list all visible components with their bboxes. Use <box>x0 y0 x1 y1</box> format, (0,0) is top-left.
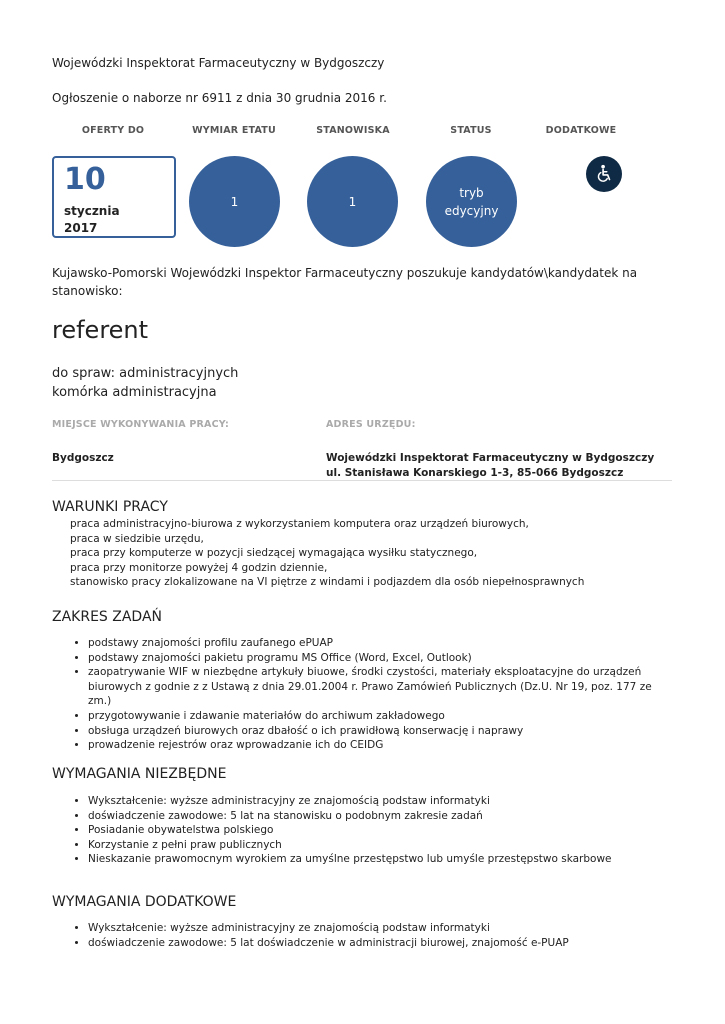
job-size-value: 1 <box>230 194 239 209</box>
conditions-item: praca administracyjno-biurowa z wykorzystaniem komputera oraz urządzeń biurowych, <box>70 518 529 530</box>
label-positions: STANOWISKA <box>316 125 390 136</box>
status-value: tryb edycyjny <box>444 185 499 218</box>
deadline-day: 10 <box>64 162 106 197</box>
workplace-value: Bydgoszcz <box>52 452 114 464</box>
position-unit: komórka administracyjna <box>52 385 217 400</box>
duties-item: • przygotowywanie i zdawanie materiałów do archiwum zakładowego <box>88 709 678 724</box>
deadline-month-year <box>64 203 164 237</box>
additional-item: • doświadczenie zawodowe: 5 lat doświadczenie w administracji biurowej, znajomość e-PUAP <box>88 936 678 951</box>
duties-item: • podstawy znajomości pakietu programu MS Office (Word, Excel, Outlook) <box>88 651 678 666</box>
duties-item: • podstawy znajomości profilu zaufanego ePUAP <box>88 636 678 651</box>
position-department: do spraw: administracyjnych <box>52 366 239 381</box>
conditions-item: praca przy monitorze powyżej 4 godzin dziennie, <box>70 561 328 574</box>
conditions-list <box>70 517 670 590</box>
label-job-size: WYMIAR ETATU <box>192 125 276 136</box>
announcement-title: Ogłoszenie o naborze nr 6911 z dnia 30 grudnia 2016 r. <box>52 91 387 105</box>
section-title-conditions: WARUNKI PRACY <box>52 499 168 515</box>
intro-text: Kujawsko-Pomorski Wojewódzki Inspektor Farmaceutyczny poszukuje kandydatów\kandydatek na stanowisko: <box>52 266 638 298</box>
job-size-circle <box>189 156 280 247</box>
duties-item: • zaopatrywanie WIF w niezbędne artykuły biuowe, środki czystości, materiały eksploatacyjne do urządzeń biurowych z godnie z z Ustawą z dnia 29.01.2004 r. Prawo Zamówień Publicznych (Dz.U. Nr 19, poz. 177 ze zm.) <box>88 665 678 709</box>
label-status: STATUS <box>450 125 492 136</box>
conditions-item: stanowisko pracy zlokalizowane na VI piętrze z windami i podjazdem dla osób niepełnosprawnych <box>70 576 585 589</box>
position-subtitles <box>52 364 238 402</box>
institution-name: Wojewódzki Inspektorat Farmaceutyczny w Bydgoszczy <box>52 56 385 70</box>
workplace-label: MIEJSCE WYKONYWANIA PRACY: <box>52 419 230 430</box>
divider <box>52 480 672 481</box>
wheelchair-icon <box>586 156 622 192</box>
additional-list <box>52 921 678 950</box>
status-circle <box>426 156 517 247</box>
positions-circle <box>307 156 398 247</box>
required-item: • Posiadanie obywatelstwa polskiego <box>88 823 678 838</box>
required-item: • Korzystanie z pełni praw publicznych <box>88 838 678 853</box>
additional-item: • Wykształcenie: wyższe administracyjny ze znajomością podstaw informatyki <box>88 921 678 936</box>
address-value: Wojewódzki Inspektorat Farmaceutyczny w Bydgoszczy ul. Stanisława Konarskiego 1-3, 85-066 Bydgoszcz <box>326 452 655 479</box>
label-offers-until: OFERTY DO <box>81 125 145 136</box>
label-additional: DODATKOWE <box>545 125 617 136</box>
address-label: ADRES URZĘDU: <box>326 419 416 430</box>
required-item: • doświadczenie zawodowe: 5 lat na stanowisku o podobnym zakresie zadań <box>88 809 678 824</box>
deadline-year: 2017 <box>64 221 98 235</box>
deadline-month: stycznia <box>64 204 120 218</box>
required-item: • Wykształcenie: wyższe administracyjny ze znajomością podstaw informatyki <box>88 794 678 809</box>
section-title-required: WYMAGANIA NIEZBĘDNE <box>52 766 227 782</box>
wheelchair-glyph <box>593 163 615 185</box>
deadline-box <box>52 156 176 238</box>
duties-item: • obsługa urządzeń biurowych oraz dbałość o ich prawidłową konserwację i naprawy <box>88 724 678 739</box>
duties-item: • prowadzenie rejestrów oraz wprowadzanie ich do CEIDG <box>88 738 678 753</box>
conditions-item: praca przy komputerze w pozycji siedzącej wymagająca wysiłku statycznego, <box>70 547 478 560</box>
positions-value: 1 <box>348 194 357 209</box>
section-title-duties: ZAKRES ZADAŃ <box>52 609 163 625</box>
position-title: referent <box>52 316 149 344</box>
required-item: • Nieskazanie prawomocnym wyrokiem za umyślne przestępstwo lub umyśle przestępstwo skarbowe <box>88 852 678 867</box>
duties-list <box>52 636 678 753</box>
conditions-item: praca w siedzibie urzędu, <box>70 532 204 545</box>
required-list <box>52 794 678 867</box>
section-title-additional: WYMAGANIA DODATKOWE <box>52 894 237 910</box>
